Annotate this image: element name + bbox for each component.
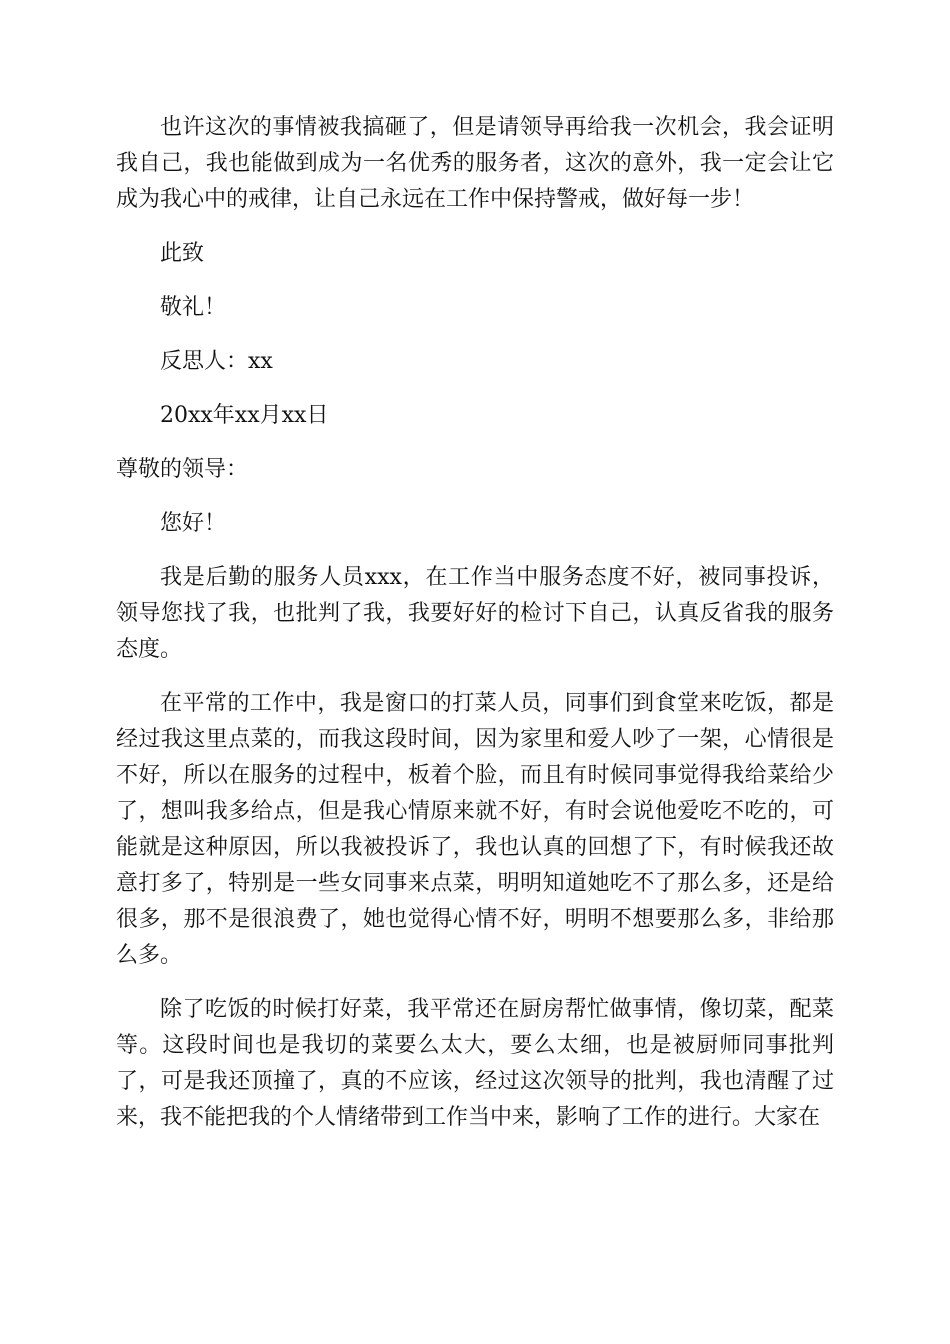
- paragraph-apology-closing: 也许这次的事情被我搞砸了，但是请领导再给我一次机会，我会证明我自己，我也能做到成为一名优秀的服务者，这次的意外，我一定会让它成为我心中的戒律，让自己永远在工作中保持警戒，做好每一步！: [116, 115, 834, 212]
- signature-author: 反思人：xx: [160, 349, 273, 374]
- salutation-cizhi: 此致: [160, 241, 205, 266]
- letter-greeting: 尊敬的领导：: [116, 457, 249, 482]
- salutation-jingli: 敬礼！: [160, 295, 227, 320]
- document-page: [116, 110, 834, 1154]
- paragraph-kitchen-work: 除了吃饭的时候打好菜，我平常还在厨房帮忙做事情，像切菜，配菜等。这段时间也是我切的菜要么太大，要么太细，也是被厨师同事批判了，可是我还顶撞了，真的不应该，经过这次领导的批判，我也清醒了过来，我不能把我的个人情绪带到工作当中来，影响了工作的进行。大家在: [116, 997, 834, 1130]
- paragraph-window-service: 在平常的工作中，我是窗口的打菜人员，同事们到食堂来吃饭，都是经过我这里点菜的，而我这段时间，因为家里和爱人吵了一架，心情很是不好，所以在服务的过程中，板着个脸，而且有时候同事觉得我给菜给少了，想叫我多给点，但是我心情原来就不好，有时会说他爱吃不吃的，可能就是这种原因，所以我被投诉了，我也认真的回想了下，有时候我还故意打多了，特别是一些女同事来点菜，明明知道她吃不了那么多，还是给很多，那不是很浪费了，她也觉得心情不好，明明不想要那么多，非给那么多。: [116, 691, 834, 968]
- paragraph-introduction: 我是后勤的服务人员xxx，在工作当中服务态度不好，被同事投诉，领导您找了我，也批判了我，我要好好的检讨下自己，认真反省我的服务态度。: [116, 565, 834, 662]
- letter-hello: 您好！: [160, 511, 227, 536]
- signature-date: 20xx年xx月xx日: [160, 403, 329, 428]
